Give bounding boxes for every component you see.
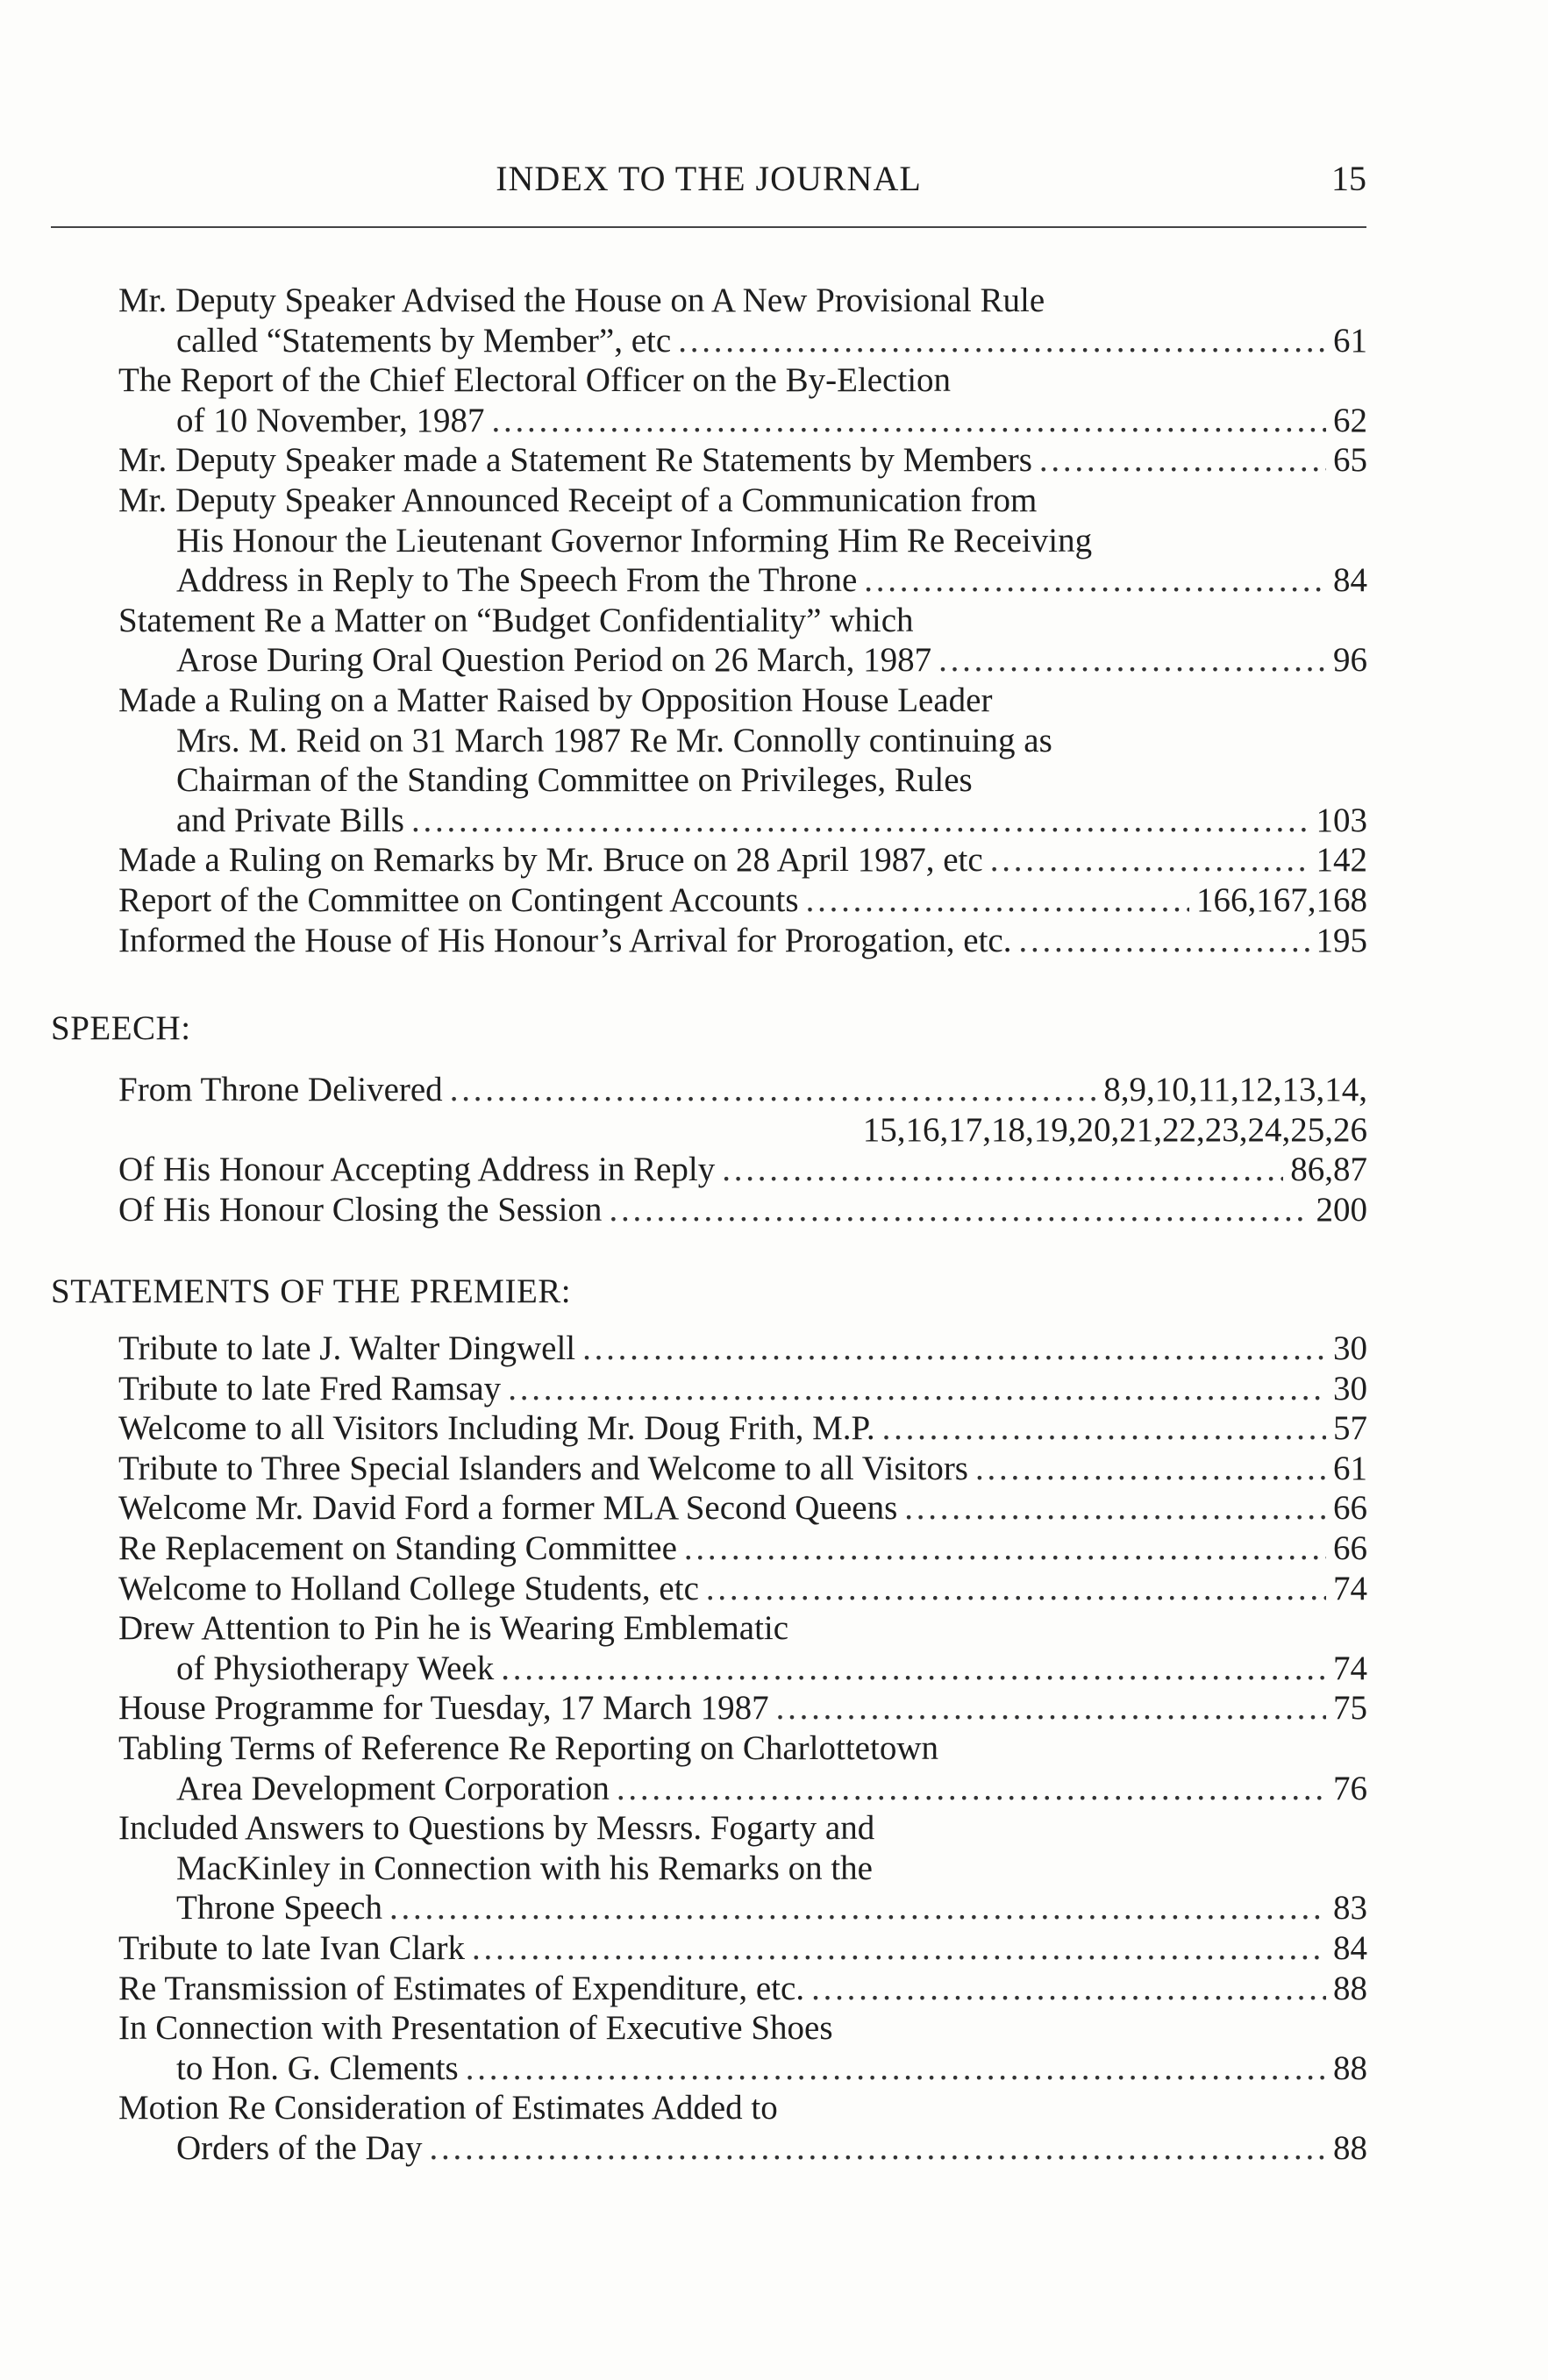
page-reference: 96 (1333, 641, 1367, 680)
page-number: 15 (1331, 159, 1366, 198)
running-title: INDEX TO THE JOURNAL (496, 159, 922, 198)
page-reference: 76 (1333, 1769, 1367, 1807)
page-reference: 103 (1316, 801, 1367, 839)
page-reference: 30 (1333, 1369, 1367, 1407)
entry-text-line: to Hon. G. Clements (176, 2049, 459, 2087)
index-entry (118, 281, 1367, 360)
entry-text-line: In Connection with Presentation of Executive Shoes (118, 2009, 833, 2048)
page-reference: 200 (1316, 1190, 1367, 1229)
entry-text-line: of 10 November, 1987 (176, 401, 485, 439)
page-reference: 88 (1333, 2128, 1367, 2167)
page-reference: 88 (1333, 1969, 1367, 2007)
page-reference: 74 (1333, 1569, 1367, 1607)
section-heading: SPEECH: (51, 1009, 191, 1047)
page-reference: 61 (1333, 1449, 1367, 1487)
page-reference: 74 (1333, 1649, 1367, 1687)
index-entry (118, 1928, 1367, 1969)
entry-text-line: Chairman of the Standing Committee on Privileges, Rules (176, 761, 973, 800)
entry-text-line: Arose During Oral Question Period on 26 March, 1987 (176, 641, 932, 680)
entry-text-line: Included Answers to Questions by Messrs. Fogarty and (118, 1809, 875, 1848)
entry-text-line: Informed the House of His Honour’s Arrival for Prorogation, etc. (118, 921, 1012, 959)
dot-leader (466, 2049, 1326, 2089)
dot-leader (429, 2128, 1326, 2169)
page-reference: 86,87 (1290, 1151, 1367, 1189)
section-heading: STATEMENTS OF THE PREMIER: (51, 1272, 572, 1310)
index-entry (118, 2088, 1367, 2168)
entry-text-line: Area Development Corporation (176, 1769, 610, 1807)
index-entry (118, 1969, 1367, 2009)
entry-text-line: Drew Attention to Pin he is Wearing Emblematic (118, 1609, 789, 1648)
page-reference: 83 (1333, 1889, 1367, 1928)
entry-text-line: Made a Ruling on Remarks by Mr. Bruce on 28 April 1987, etc (118, 841, 983, 880)
page-reference: 75 (1333, 1689, 1367, 1728)
dot-leader (904, 1488, 1326, 1528)
dot-leader (678, 321, 1326, 361)
dot-leader (684, 1528, 1326, 1569)
index-entry (118, 1150, 1367, 1190)
dot-leader (1039, 440, 1326, 481)
dot-leader (938, 640, 1326, 681)
entry-text-line: From Throne Delivered (118, 1071, 443, 1108)
page-reference: 84 (1333, 1929, 1367, 1967)
entry-text-line: Welcome Mr. David Ford a former MLA Second Queens (118, 1489, 898, 1528)
index-entry (118, 1569, 1367, 1609)
header-rule (51, 226, 1366, 228)
index-entry (118, 1408, 1367, 1449)
page-header (51, 158, 1366, 202)
dot-leader (411, 801, 1309, 841)
dot-leader (582, 1329, 1326, 1369)
entry-text-line: Report of the Committee on Contingent Accounts (118, 881, 799, 919)
dot-leader (1018, 921, 1309, 961)
page-reference: 65 (1333, 441, 1367, 480)
entry-text-line: The Report of the Chief Electoral Officer on the By-Election (118, 361, 952, 400)
entry-text-line: Tribute to late J. Walter Dingwell (118, 1329, 576, 1367)
index-entry (118, 921, 1367, 961)
page-reference: 195 (1316, 921, 1367, 959)
entry-text-line: Mrs. M. Reid on 31 March 1987 Re Mr. Connolly continuing as (176, 721, 1052, 759)
entry-text-line: of Physiotherapy Week (176, 1649, 495, 1687)
index-entry (118, 1329, 1367, 1369)
index-entry (118, 1070, 1367, 1150)
index-entry (118, 1449, 1367, 1489)
entry-text-line: Welcome to all Visitors Including Mr. Doug Frith, M.P. (118, 1409, 875, 1448)
entry-text-line: and Private Bills (176, 801, 404, 839)
index-entry (118, 601, 1367, 681)
page-reference: 66 (1333, 1529, 1367, 1567)
dot-leader (501, 1649, 1326, 1689)
page-reference: 62 (1333, 401, 1367, 439)
entry-text-line: Tribute to late Ivan Clark (118, 1929, 465, 1967)
dot-leader (706, 1569, 1326, 1609)
entry-text-line: Made a Ruling on a Matter Raised by Opposition House Leader (118, 681, 993, 719)
page-reference: 66 (1333, 1489, 1367, 1528)
entry-text-line: Re Transmission of Estimates of Expenditure, etc. (118, 1969, 805, 2007)
page-reference: 30 (1333, 1329, 1367, 1367)
dot-leader (990, 840, 1309, 880)
page-reference: 61 (1333, 321, 1367, 360)
index-entry (118, 1728, 1367, 1808)
index-entry (118, 1369, 1367, 1409)
index-entry (118, 1688, 1367, 1728)
entry-text-line: called “Statements by Member”, etc (176, 321, 672, 360)
dot-leader (806, 880, 1189, 921)
page-reference: 57 (1333, 1409, 1367, 1448)
dot-leader (975, 1449, 1326, 1489)
entry-text-line: Tabling Terms of Reference Re Reporting on Charlottetown (118, 1729, 938, 1767)
index-entry (118, 2008, 1367, 2088)
entry-text-line: House Programme for Tuesday, 17 March 1987 (118, 1689, 769, 1728)
index-entry (118, 440, 1367, 481)
dot-leader (776, 1688, 1326, 1728)
entry-text-line: Re Replacement on Standing Committee (118, 1529, 677, 1567)
index-entry (118, 681, 1367, 840)
index-entry (118, 1608, 1367, 1688)
index-entry (118, 1808, 1367, 1928)
entry-text-line: Mr. Deputy Speaker Advised the House on A New Provisional Rule (118, 281, 1045, 319)
dot-leader (450, 1070, 1097, 1110)
index-entry (118, 1488, 1367, 1528)
entry-text-line: Statement Re a Matter on “Budget Confidentiality” which (118, 601, 914, 639)
entry-text-line: Mr. Deputy Speaker made a Statement Re Statements by Members (118, 441, 1032, 480)
entry-text-line: Throne Speech (176, 1889, 382, 1928)
dot-leader (864, 560, 1326, 601)
index-entry (118, 1528, 1367, 1569)
dot-leader (609, 1190, 1309, 1230)
entry-text-line: MacKinley in Connection with his Remarks on the (176, 1849, 873, 1887)
entry-text-line: Welcome to Holland College Students, etc (118, 1569, 699, 1607)
entry-text-line: His Honour the Lieutenant Governor Informing Him Re Receiving (176, 521, 1093, 559)
index-entry (118, 840, 1367, 880)
entry-text-line: Orders of the Day (176, 2128, 423, 2167)
entry-text-line: Of His Honour Closing the Session (118, 1190, 603, 1229)
dot-leader (508, 1369, 1326, 1409)
page-reference: 84 (1333, 561, 1367, 600)
entry-text-line: Tribute to Three Special Islanders and Welcome to all Visitors (118, 1449, 968, 1487)
entry-text-line: Of His Honour Accepting Address in Reply (118, 1151, 716, 1189)
dot-leader (617, 1769, 1326, 1809)
dot-leader (811, 1969, 1326, 2009)
index-entry (118, 880, 1367, 921)
dot-leader (492, 401, 1326, 441)
page-reference-continued: 15,16,17,18,19,20,21,22,23,24,25,26 (862, 1110, 1367, 1149)
entry-text-line: Mr. Deputy Speaker Announced Receipt of a Communication from (118, 481, 1038, 519)
index-entry (118, 481, 1367, 601)
index-entry (118, 1190, 1367, 1230)
page-reference: 88 (1333, 2049, 1367, 2087)
entry-text-line: Tribute to late Fred Ramsay (118, 1369, 502, 1407)
dot-leader (722, 1150, 1283, 1190)
page-reference: 8,9,10,11,12,13,14, (1103, 1071, 1367, 1108)
dot-leader (882, 1408, 1326, 1449)
index-entry (118, 360, 1367, 440)
page-reference: 142 (1316, 841, 1367, 880)
entry-text-line: Address in Reply to The Speech From the Throne (176, 561, 858, 600)
entry-text-line: Motion Re Consideration of Estimates Added to (118, 2089, 778, 2127)
dot-leader (472, 1928, 1326, 1969)
dot-leader (389, 1888, 1326, 1928)
page-reference: 166,167,168 (1196, 881, 1367, 919)
